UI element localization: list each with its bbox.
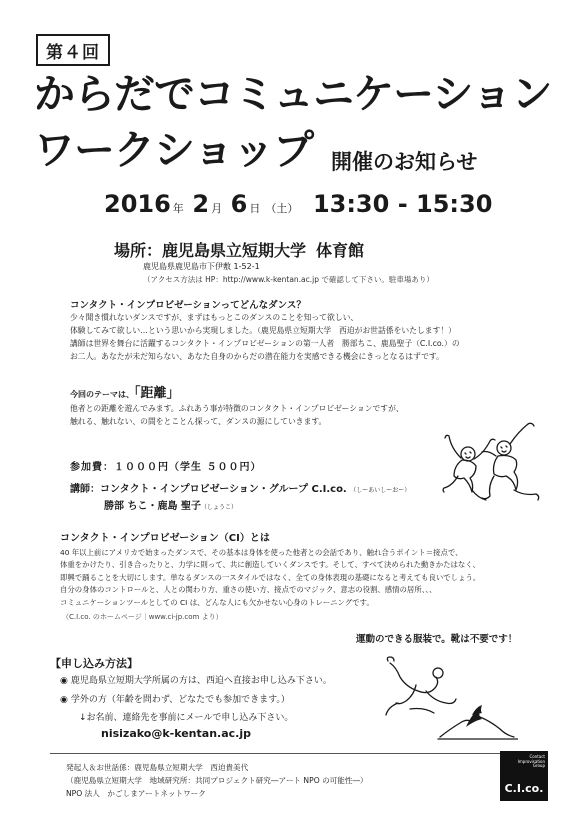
footer bbox=[66, 761, 368, 800]
apply-item-internal bbox=[60, 673, 332, 686]
title-line-1: からだでコミュニケーション bbox=[34, 70, 552, 118]
lecturer-group: コンタクト・インプロビゼーション・グループ C.I.co. bbox=[100, 484, 347, 495]
venue-label: 場所： bbox=[114, 241, 163, 260]
dancer-head bbox=[497, 441, 511, 455]
about-line: お二人。あなたが未だ知らない、あなた自身のからだの潜在能力を実感できる機会にきっとなるはずです。 bbox=[70, 352, 444, 361]
event-time: 13:30 - 15:30 bbox=[312, 190, 493, 218]
lecturer-label: 講師： bbox=[70, 484, 100, 495]
footer-line: NPO 法人 かごしまアートネットワーク bbox=[66, 789, 206, 798]
dancers-illustration bbox=[438, 418, 548, 508]
theme-text bbox=[70, 402, 404, 428]
venue-access: （アクセス方法は HP：http://www.k-kentan.ac.jp で確認して下さい。駐車場あり） bbox=[143, 275, 434, 284]
apply-item-external bbox=[60, 692, 290, 705]
lecturer-names-reading: （しょうこ） bbox=[200, 504, 237, 511]
ci-line: コミュニケーションツールとしての CI は、どんな人にも欠かせない心身のトレーニングです。 bbox=[60, 597, 374, 607]
dancer-head bbox=[461, 447, 475, 461]
logo-subtext-line: Contact bbox=[529, 754, 545, 759]
about-line: 体験してみて欲しい…という思いから実現しました。（鹿児島県立短期大学 西迫がお世話係をいたします！） bbox=[70, 326, 456, 335]
logo-subtext bbox=[518, 755, 545, 769]
venue bbox=[114, 238, 364, 261]
footer-line: （鹿児島県立短期大学 地域研究所：共同プロジェクト研究―アート NPO の可能性―） bbox=[66, 776, 368, 785]
lecturer-names-line bbox=[104, 497, 237, 512]
about-heading: コンタクト・インプロビゼーションってどんなダンス？ bbox=[70, 300, 306, 311]
date-year: 2016 bbox=[104, 190, 171, 218]
title-line-2: ワークショップ bbox=[34, 126, 314, 174]
event-date bbox=[104, 192, 492, 216]
about-line: 講師は世界を舞台に活躍するコンタクト・インプロビゼーションの第一人者 勝部ちこ、鹿島聖子（C.I.co.）の bbox=[70, 339, 460, 348]
date-year-unit: 年 bbox=[172, 202, 184, 215]
ci-heading: コンタクト・インプロビゼーション（CI）とは bbox=[60, 533, 270, 544]
date-month: 2 bbox=[192, 190, 210, 218]
date-day-unit: 日 bbox=[249, 202, 261, 215]
subtitle: 開催のお知らせ bbox=[331, 150, 478, 174]
clothes-note: 運動のできる服装で。靴は不要です！ bbox=[356, 634, 518, 645]
ci-text bbox=[60, 547, 480, 609]
apply-line-2: 学外の方（年齢を問わず、どなたでも参加できます。） bbox=[70, 695, 290, 705]
theme-name: 「距離」 bbox=[134, 386, 180, 401]
logo-subtext-line: Improvisation bbox=[517, 758, 545, 764]
apply-line-1: 鹿児島県立短期大学所属の方は、西迫へ直接お申し込み下さい。 bbox=[70, 676, 332, 686]
about-text bbox=[70, 311, 460, 363]
ci-line: 体重をかけたり、引き合ったりと、力学に則って、共に創造していくダンスです。そして、すべて決められた動きかたはなく、 bbox=[60, 560, 480, 570]
bullet-icon: ◉ bbox=[60, 695, 68, 705]
lecturer-names: 勝部 ちこ・鹿島 聖子 bbox=[104, 501, 201, 512]
lecturer bbox=[70, 480, 410, 495]
contact-email[interactable]: nisizako@k-kentan.ac.jp bbox=[101, 727, 251, 740]
theme-prefix: 今回のテーマは、 bbox=[70, 390, 134, 399]
footer-line: 発起人＆お世話係：鹿児島県立短期大学 西迫貴美代 bbox=[66, 763, 249, 772]
floor-dancer-illustration bbox=[368, 655, 518, 745]
date-month-unit: 月 bbox=[211, 202, 223, 215]
logo-subtext-line: Group bbox=[532, 763, 545, 769]
date-day: 6 bbox=[230, 190, 248, 218]
apply-heading: 【申し込み方法】 bbox=[50, 657, 138, 670]
ci-line: 自分の身体のコントロールと、人との関わり方、重さの使い方、接点でのマジック、意志の役割、感情の居所、、、 bbox=[60, 585, 437, 595]
theme-line: 触れる、触れない、の間をとことん探って、ダンスの源にしていきます。 bbox=[70, 417, 327, 426]
footer-divider bbox=[50, 753, 500, 754]
theme-heading bbox=[70, 382, 180, 401]
venue-address: 鹿児島県鹿児島市下伊敷 1-52-1 bbox=[143, 262, 260, 271]
theme-line: 他者との距離を遊んでみます。ふれあう事が特徴のコンタクト・インプロビゼーションですが、 bbox=[70, 404, 404, 413]
cico-logo bbox=[500, 751, 548, 801]
apply-line-3: ↓お名前、連絡先を事前にメールで申し込み下さい。 bbox=[79, 713, 294, 723]
fee: 参加費：１０００円（学生 ５００円） bbox=[70, 462, 262, 473]
bullet-icon: ◉ bbox=[60, 676, 68, 686]
round-number: 第４回 bbox=[36, 34, 110, 66]
ci-line: 40 年以上前にアメリカで始まったダンスで、その基本は身体を使った他者との会話であり、触れ合うポイント＝接点で、 bbox=[60, 548, 463, 557]
venue-room: 体育館 bbox=[316, 241, 365, 260]
dancer-head bbox=[433, 668, 443, 678]
ci-source: （C.I.co. のホームページ｜www.ci-jp.com より） bbox=[62, 613, 223, 621]
lecturer-group-reading: （しーあいしーおー） bbox=[350, 487, 411, 494]
about-line: 少々聞き慣れないダンスですが、まずはもっとこのダンスのことを知って欲しい、 bbox=[70, 313, 359, 322]
ci-line: 即興で踊ることを大切にします。単なるダンスの一スタイルではなく、全ての身体表現の基礎になると考えても良いでしょう。 bbox=[60, 572, 481, 582]
logo-mark: C.I.co. bbox=[504, 782, 544, 795]
date-weekday: （土） bbox=[265, 202, 299, 215]
venue-name: 鹿児島県立短期大学 bbox=[162, 241, 307, 260]
